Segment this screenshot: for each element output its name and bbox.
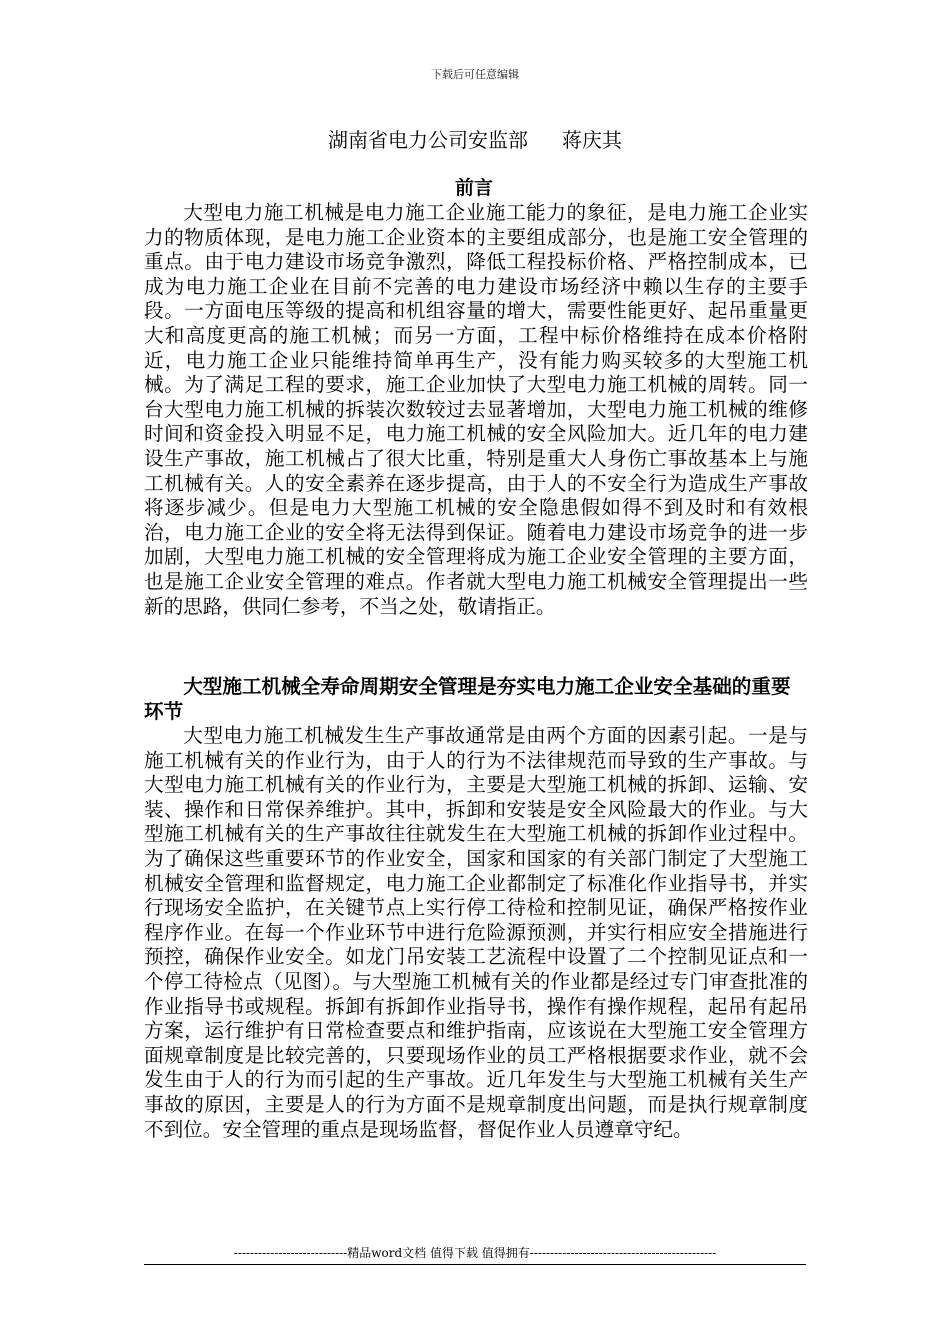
header-note: 下载后可任意编辑 <box>431 68 519 81</box>
author-line <box>0 124 950 153</box>
author-org: 湖南省电力公司安监部 <box>328 128 528 152</box>
footer-divider <box>144 1264 806 1265</box>
preface-paragraph: 大型电力施工机械是电力施工企业施工能力的象征，是电力施工企业实力的物质体现，是电力施工企业资本的主要组成部分，也是施工安全管理的重点。由于电力建设市场竞争激烈，降低工程投标价格、严格控制成本，已成为电力施工企业在目前不完善的电力建设市场经济中赖以生存的主要手段。一方面电压等级的提高和机组容量的增大，需要性能更好、起吊重量更大和高度更高的施工机械；而另一方面，工程中标价格维持在成本价格附近，电力施工企业只能维持简单再生产，没有能力购买较多的大型施工机械。为了满足工程的要求，施工企业加快了大型电力施工机械的周转。同一台大型电力施工机械的拆装次数较过去显著增加，大型电力施工机械的维修时间和资金投入明显不足，电力施工机械的安全风险加大。近几年的电力建设生产事故，施工机械占了很大比重，特别是重大人身伤亡事故基本上与施工机械有关。人的安全素养在逐步提高，由于人的不安全行为造成生产事故将逐步减少。但是电力大型施工机械的安全隐患假如得不到及时和有效根治，电力施工企业的安全将无法得到保证。随着电力建设市场竞争的进一步加剧，大型电力施工机械的安全管理将成为施工企业安全管理的主要方面，也是施工企业安全管理的难点。作者就大型电力施工机械安全管理提出一些新的思路，供同仁参考，不当之处，敬请指正。 <box>144 201 808 618</box>
footer-note: ----------------------------精品word文档 值得下载 值得拥有---------------------------------------------- <box>233 1246 717 1260</box>
section-heading: 大型施工机械全寿命周期安全管理是夯实电力施工企业安全基础的重要环节 <box>144 675 791 723</box>
author-name: 蒋庆其 <box>562 128 622 152</box>
section-title-preface: 前言 <box>454 177 493 199</box>
body-paragraph: 大型电力施工机械发生生产事故通常是由两个方面的因素引起。一是与施工机械有关的作业行为，由于人的行为不法律规范而导致的生产事故。与大型电力施工机械有关的作业行为，主要是大型施工机械的拆卸、运输、安装、操作和日常保养维护。其中，拆卸和安装是安全风险最大的作业。与大型施工机械有关的生产事故往往就发生在大型施工机械的拆卸作业过程中。为了确保这些重要环节的作业安全，国家和国家的有关部门制定了大型施工机械安全管理和监督规定，电力施工企业都制定了标准化作业指导书，并实行现场安全监护，在关键节点上实行停工待检和控制见证，确保严格按作业程序作业。在每一个作业环节中进行危险源预测，并实行相应安全措施进行预控，确保作业安全。如龙门吊安装工艺流程中设置了二个控制见证点和一个停工待检点（见图）。与大型施工机械有关的作业都是经过专门审查批准的作业指导书或规程。拆卸有拆卸作业指导书，操作有操作规程，起吊有起吊方案，运行维护有日常检查要点和维护指南，应该说在大型施工安全管理方面规章制度是比较完善的，只要现场作业的员工严格根据要求作业，就不会发生由于人的行为而引起的生产事故。近几年发生与大型施工机械有关生产事故的原因，主要是人的行为方面不是规章制度出问题，而是执行规章制度不到位。安全管理的重点是现场监督，督促作业人员遵章守纪。 <box>144 724 808 1141</box>
